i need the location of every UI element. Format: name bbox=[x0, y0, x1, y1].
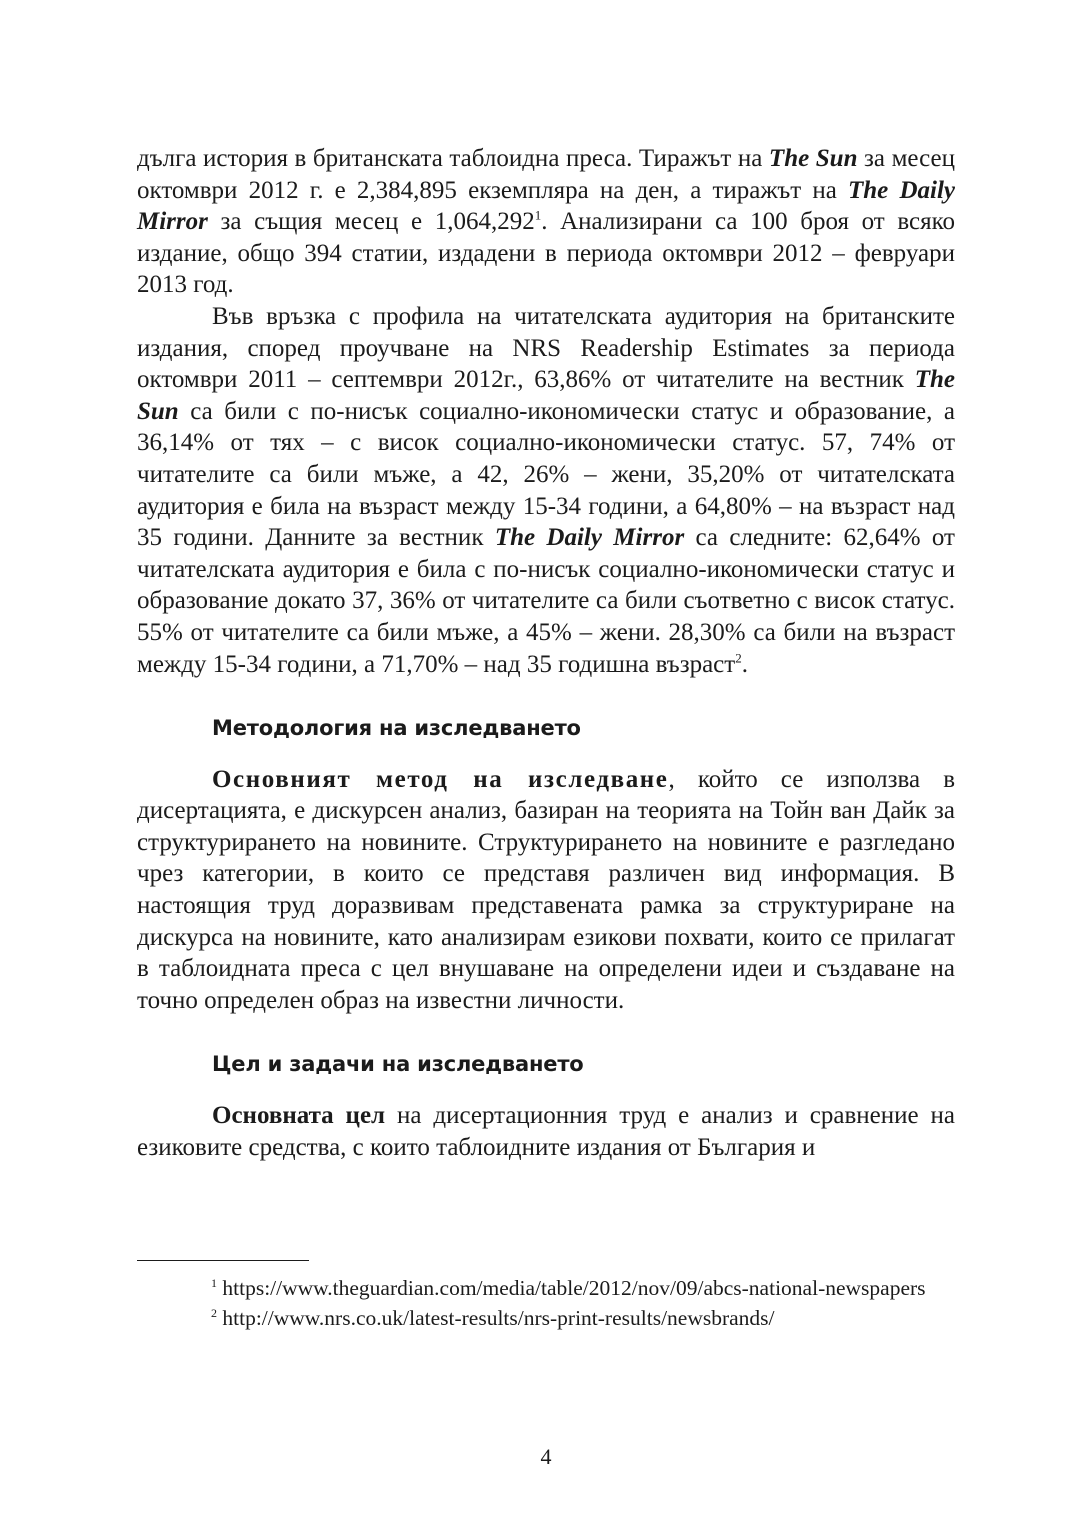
emphasis-main-goal: Основната цел bbox=[212, 1102, 386, 1130]
footnote-link[interactable]: https://www.theguardian.com/media/table/2012/nov/09/abcs-national-newspapers bbox=[222, 1276, 926, 1300]
footnote-number: 1 bbox=[211, 1275, 217, 1290]
page-number: 4 bbox=[540, 1444, 552, 1469]
paragraph-tabloid-circulation bbox=[137, 143, 955, 301]
footnote-number: 2 bbox=[211, 1305, 217, 1320]
section-heading-methodology: Методология на изследването bbox=[212, 716, 581, 741]
text-run: са били с по-нисък социално-икономически статус и образование, а 36,14% от тях – с висок социално-икономически статус. 57, 74% от читателите са били мъже, а 42, 26% – жени, 35,20% от читателската аудитория е била на възраст между 15-34 години, а 64,80% – на възраст над 35 години. Данните за вестник bbox=[137, 397, 955, 552]
text-run: за същия месец е 1,064,292 bbox=[207, 208, 535, 236]
footnotes bbox=[137, 1274, 955, 1333]
paragraph-methodology bbox=[137, 764, 955, 1017]
newspaper-name-daily-mirror: The Daily Mirror bbox=[137, 176, 955, 236]
paragraph-goal bbox=[137, 1100, 955, 1163]
emphasis-main-method: Основният метод на изследване bbox=[212, 765, 669, 793]
footnote-1 bbox=[137, 1274, 955, 1304]
newspaper-name-the-sun: The Sun bbox=[768, 145, 858, 172]
text-run: . Анализирани са 100 броя от всяко издание, общо 394 статии, издадени в периода октомври 2012 – февруари 2013 год. bbox=[137, 208, 955, 299]
footnote-2 bbox=[137, 1304, 955, 1334]
text-run: . bbox=[741, 650, 748, 678]
text-run: Във връзка с профила на читателската аудитория на британските издания, според проучване на NRS Readership Estimates за периода октомври 2011 – септември 2012г., 63,86% от читателите на вестник bbox=[137, 302, 955, 394]
footnote-separator bbox=[137, 1260, 309, 1261]
paragraph-readership-profile bbox=[137, 301, 955, 680]
text-run: за месец октомври 2012 г. е 2,384,895 екземпляра на ден, а тиражът на bbox=[137, 145, 956, 204]
document-body bbox=[137, 143, 955, 1163]
footnote-reference[interactable]: 2 bbox=[735, 650, 742, 666]
section-heading-goal: Цел и задачи на изследването bbox=[212, 1052, 584, 1077]
newspaper-name-daily-mirror: The Daily Mirror bbox=[494, 524, 685, 552]
text-run: дълга история в британската таблоидна преса. Тиражът на bbox=[137, 145, 769, 172]
newspaper-name-the-sun: The Sun bbox=[137, 366, 955, 425]
text-run: на дисертационния труд е анализ и сравнение на езиковите средства, с които таблоидните издания от България и bbox=[137, 1102, 955, 1161]
footnote-link[interactable]: http://www.nrs.co.uk/latest-results/nrs-print-results/newsbrands/ bbox=[222, 1305, 775, 1330]
footnote-reference[interactable]: 1 bbox=[534, 207, 542, 223]
text-run: , който се използва в дисертацията, е дискурсен анализ, базиран на теорията на Тойн ван Дайк за структурирането на новините. Структурирането на новините е разгледано чрез категории, в които се представя различен вид информация. В настоящия труд доразвивам представената рамка за структуриране на дискурса на новините, като анализирам езикови похвати, които се прилагат в таблоидната преса с цел внушаване на определени идеи и създаване на точно определен образ на известни личности. bbox=[137, 765, 956, 1014]
text-run: са следните: 62,64% от читателската аудитория е била с по-нисък социално-икономически статус и образование докато 37, 36% от читателите са били съответно с висок статус. 55% от читателите са били мъже, а 45% – жени. 28,30% са били на възраст между 15-34 години, а 71,70% – над 35 годишна възраст bbox=[137, 524, 955, 678]
